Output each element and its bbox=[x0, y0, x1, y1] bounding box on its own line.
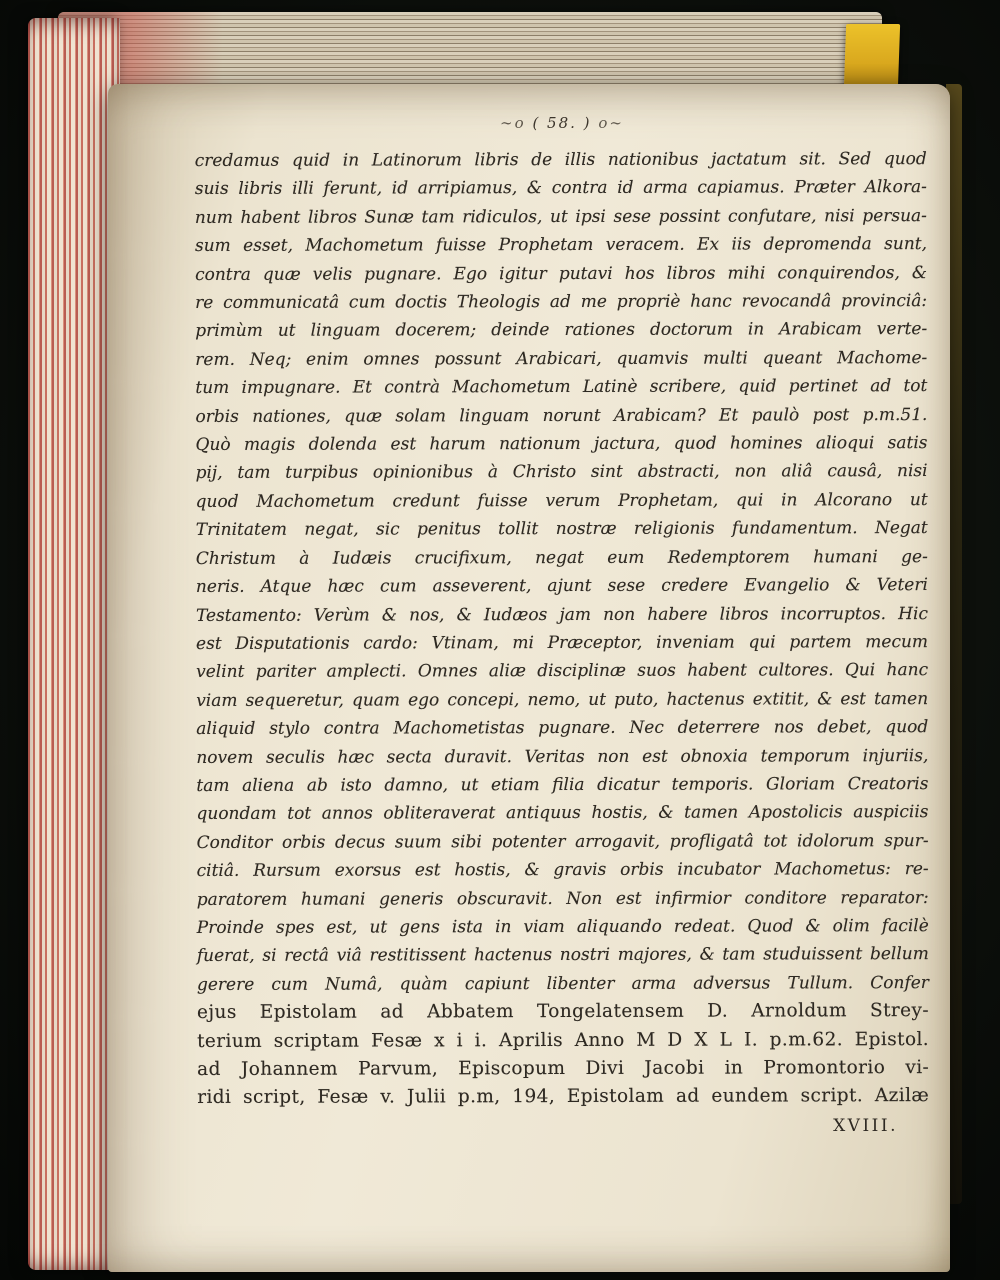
text-line: aliquid stylo contra Machometistas pugnare. Nec deterrere nos debet, quod bbox=[196, 717, 929, 740]
gathering-signature: XVIII. bbox=[833, 1115, 898, 1136]
text-line: primùm ut linguam docerem; deinde rationes doctorum in Arabicam verte- bbox=[195, 319, 928, 342]
text-line: num habent libros Sunæ tam ridiculos, ut ipsi sese possint confutare, nisi persua- bbox=[194, 205, 927, 228]
ornament-right-flourish: o∼ bbox=[598, 114, 624, 132]
page-stack-left-edge bbox=[28, 18, 120, 1270]
text-line: orbis nationes, quæ solam linguam norunt Arabicam? Et paulò post p.m.51. bbox=[195, 404, 928, 427]
text-line: ridi script, Fesæ v. Julii p.m, 194, Epistolam ad eundem script. Azilæ bbox=[197, 1085, 930, 1109]
text-line: Proinde spes est, ut gens ista in viam aliquando redeat. Quod & olim facilè bbox=[196, 916, 929, 938]
text-line: citiâ. Rursum exorsus est hostis, & gravis orbis incubator Machometus: re- bbox=[196, 859, 929, 882]
text-line: quod Machometum credunt fuisse verum Prophetam, qui in Alcorano ut bbox=[195, 489, 928, 512]
text-line: sum esset, Machometum fuisse Prophetam veracem. Ex iis depromenda sunt, bbox=[194, 234, 928, 257]
text-line: rem. Neq; enim omnes possunt Arabicari, quamvis multi queant Machome- bbox=[195, 347, 928, 370]
ornament-left-flourish: ∼o bbox=[500, 114, 526, 132]
text-line: paratorem humani generis obscuravit. Non est infirmior conditore reparator: bbox=[196, 887, 929, 910]
yellow-bookmark-tab bbox=[844, 24, 900, 90]
page-content bbox=[108, 84, 950, 1272]
text-line: velint pariter amplecti. Omnes aliæ disciplinæ suos habent cultores. Qui hanc bbox=[196, 660, 929, 683]
page-stack-top-edge bbox=[58, 12, 882, 90]
text-line: ad Johannem Parvum, Episcopum Divi Jacobi in Promontorio vi- bbox=[197, 1057, 930, 1080]
body-text bbox=[195, 145, 930, 1113]
book-page bbox=[108, 84, 950, 1272]
text-line: fuerat, si rectâ viâ restitissent hactenus nostri majores, & tam studuissent bellum bbox=[196, 944, 929, 967]
text-line: gerere cum Numâ, quàm capiunt libenter arma adversus Tullum. Confer bbox=[196, 972, 929, 995]
text-line: credamus quid in Latinorum libris de illis nationibus jactatum sit. Sed quod bbox=[194, 149, 927, 171]
text-line: neris. Atque hæc cum asseverent, ajunt sese credere Evangelio & Veteri bbox=[195, 575, 928, 598]
text-line: Trinitatem negat, sic penitus tollit nostræ religionis fundamentum. Negat bbox=[195, 518, 928, 541]
text-line: viam sequeretur, quam ego concepi, nemo, ut puto, hactenus extitit, & est tamen bbox=[196, 688, 929, 711]
text-line: terium scriptam Fesæ x i i. Aprilis Anno M D X L I. p.m.62. Epistol. bbox=[197, 1028, 930, 1052]
text-line: Conditor orbis decus suum sibi potenter arrogavit, profligatâ tot idolorum spur- bbox=[196, 830, 929, 853]
text-line: contra quæ velis pugnare. Ego igitur putavi hos libros mihi conquirendos, & bbox=[195, 262, 928, 285]
text-line: tam aliena ab isto damno, ut etiam filia dicatur temporis. Gloriam Creatoris bbox=[196, 773, 929, 796]
text-line: est Disputationis cardo: Vtinam, mi Præceptor, inveniam qui partem mecum bbox=[196, 631, 929, 654]
text-line: re communicatâ cum doctis Theologis ad me propriè hanc revocandâ provinciâ: bbox=[195, 291, 928, 313]
text-line: tum impugnare. Et contrà Machometum Latinè scribere, quid pertinet ad tot bbox=[195, 376, 928, 399]
text-line: Christum à Iudæis crucifixum, negat eum Redemptorem humani ge- bbox=[195, 546, 928, 569]
text-line: suis libris illi ferunt, id arripiamus, & contra id arma capiamus. Præter Alkora- bbox=[194, 177, 927, 200]
text-line: pij, tam turpibus opinionibus à Christo sint abstracti, non aliâ causâ, nisi bbox=[195, 461, 928, 484]
page-number-ornament bbox=[196, 114, 928, 132]
text-line: ejus Epistolam ad Abbatem Tongelatensem D. Arnoldum Strey- bbox=[196, 1000, 930, 1024]
text-line: Testamento: Verùm & nos, & Iudæos jam non habere libros incorruptos. Hic bbox=[195, 603, 928, 626]
text-line: novem seculis hæc secta duravit. Veritas non est obnoxia temporum injuriis, bbox=[196, 745, 929, 768]
page-number: ( 58. ) bbox=[532, 114, 592, 132]
text-line: quondam tot annos obliteraverat antiquus hostis, & tamen Apostolicis auspiciis bbox=[196, 802, 929, 825]
text-line: Quò magis dolenda est harum nationum jactura, quod homines alioqui satis bbox=[195, 433, 928, 456]
